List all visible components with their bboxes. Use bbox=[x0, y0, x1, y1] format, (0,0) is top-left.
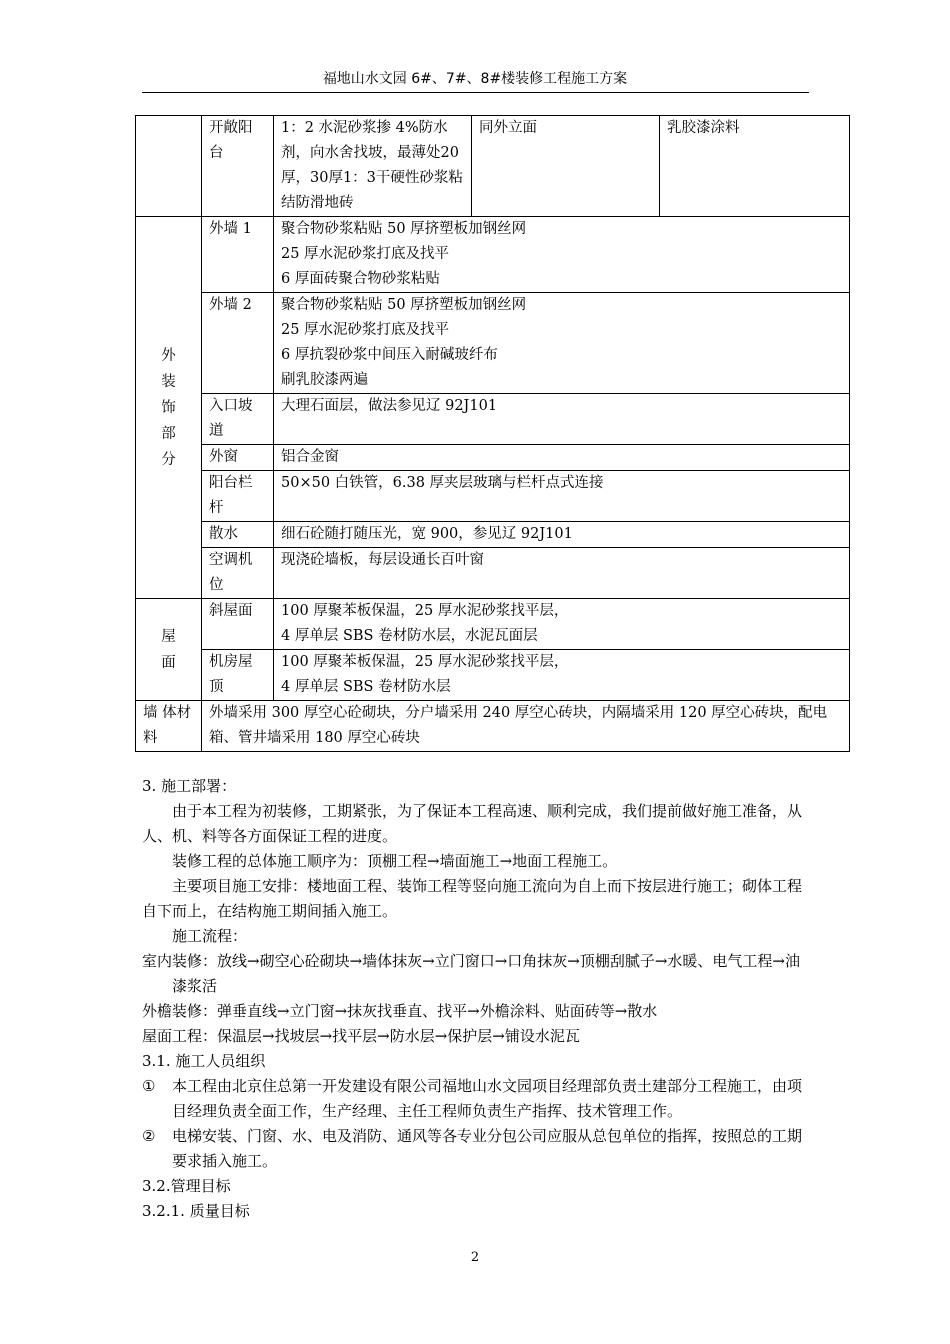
item-name: 机房屋顶 bbox=[202, 650, 274, 701]
desc-line: 100 厚聚苯板保温，25 厚水泥砂浆找平层， bbox=[281, 603, 569, 619]
section-heading: 3. 施工部署： bbox=[142, 777, 237, 795]
item-name: 斜屋面 bbox=[202, 599, 274, 650]
table-row bbox=[136, 445, 850, 471]
item-desc bbox=[274, 650, 850, 701]
table-row bbox=[136, 701, 850, 752]
item-name: 外窗 bbox=[202, 445, 274, 471]
desc-line: 4 厚单层 SBS 卷材防水层，水泥瓦面层 bbox=[281, 628, 538, 644]
item-desc: 乳胶漆涂料 bbox=[660, 116, 850, 217]
category-roof: 屋面 bbox=[136, 599, 202, 701]
item-name: 空调机位 bbox=[202, 548, 274, 599]
item-name: 散水 bbox=[202, 522, 274, 548]
paragraph: 主要项目施工安排：楼地面工程、装饰工程等竖向施工流向为自上而下按层进行施工；砌体工程自下而上，在结构施工期间插入施工。 bbox=[142, 877, 803, 920]
desc-line: 4 厚单层 SBS 卷材防水层 bbox=[281, 679, 451, 695]
list-marker: ② bbox=[142, 1127, 156, 1145]
item-desc: 现浇砼墙板，每层设通长百叶窗 bbox=[274, 548, 850, 599]
item-desc: 1：2 水泥砂浆掺 4%防水剂，向水舍找坡，最薄处20厚，30厚1：3干硬性砂浆粘结防滑地砖 bbox=[274, 116, 472, 217]
item-desc: 细石砼随打随压光，宽 900，参见辽 92J101 bbox=[274, 522, 850, 548]
category-cell bbox=[136, 116, 202, 217]
section-heading: 3.2.管理目标 bbox=[142, 1177, 231, 1195]
table-row bbox=[136, 548, 850, 599]
table-row bbox=[136, 650, 850, 701]
flow-line: 外檐装修：弹垂直线→立门窗→抹灰找垂直、找平→外檐涂料、贴面砖等→散水 bbox=[142, 1002, 658, 1020]
list-item bbox=[142, 1074, 810, 1124]
item-desc: 大理石面层，做法参见辽 92J101 bbox=[274, 394, 850, 445]
list-marker: ① bbox=[142, 1077, 156, 1095]
table-row bbox=[136, 471, 850, 522]
desc-line: 25 厚水泥砂浆打底及找平 bbox=[281, 322, 450, 338]
list-text: 本工程由北京住总第一开发建设有限公司福地山水文园项目经理部负责土建部分工程施工，由项目经理负责全面工作，生产经理、主任工程师负责生产指挥、技术管理工作。 bbox=[172, 1077, 803, 1120]
category-wall-material: 墙 体材料 bbox=[136, 701, 202, 752]
item-desc bbox=[274, 293, 850, 394]
table-row bbox=[136, 116, 850, 217]
desc-line: 6 厚抗裂砂浆中间压入耐碱玻纤布 bbox=[281, 347, 498, 363]
desc-line: 刷乳胶漆两遍 bbox=[281, 372, 368, 388]
item-name: 外墙 1 bbox=[202, 217, 274, 293]
item-desc: 外墙采用 300 厚空心砼砌块，分户墙采用 240 厚空心砖块，内隔墙采用 120 厚空心砖块，配电箱、管井墙采用 180 厚空心砖块 bbox=[202, 701, 850, 752]
page-header: 福地山水文园 6#、7#、8#楼装修工程施工方案 bbox=[322, 71, 628, 87]
paragraph: 由于本工程为初装修，工期紧张，为了保证本工程高速、顺利完成，我们提前做好施工准备，从人、机、料等各方面保证工程的进度。 bbox=[142, 802, 803, 845]
section-heading: 3.2.1. 质量目标 bbox=[142, 1202, 250, 1220]
item-desc: 铝合金窗 bbox=[274, 445, 850, 471]
page-number: 2 bbox=[470, 1250, 480, 1265]
table-row bbox=[136, 394, 850, 445]
table-row bbox=[136, 599, 850, 650]
body-text bbox=[142, 774, 810, 1224]
item-desc: 50×50 白铁管，6.38 厚夹层玻璃与栏杆点式连接 bbox=[274, 471, 850, 522]
list-item bbox=[142, 1124, 810, 1174]
table-row bbox=[136, 522, 850, 548]
item-name: 开敞阳台 bbox=[202, 116, 274, 217]
flow-line: 屋面工程：保温层→找坡层→找平层→防水层→保护层→铺设水泥瓦 bbox=[142, 1027, 580, 1045]
table-row bbox=[136, 293, 850, 394]
item-name: 阳台栏杆 bbox=[202, 471, 274, 522]
desc-line: 100 厚聚苯板保温，25 厚水泥砂浆找平层， bbox=[281, 654, 569, 670]
item-name: 外墙 2 bbox=[202, 293, 274, 394]
paragraph: 施工流程： bbox=[172, 927, 248, 945]
item-name: 入口坡道 bbox=[202, 394, 274, 445]
list-text: 电梯安装、门窗、水、电及消防、通风等各专业分包公司应服从总包单位的指挥，按照总的工期要求插入施工。 bbox=[172, 1127, 803, 1170]
desc-line: 聚合物砂浆粘贴 50 厚挤塑板加钢丝网 bbox=[281, 297, 527, 313]
desc-line: 聚合物砂浆粘贴 50 厚挤塑板加钢丝网 bbox=[281, 221, 527, 237]
item-desc bbox=[274, 217, 850, 293]
paragraph: 装修工程的总体施工顺序为：顶棚工程→墙面施工→地面工程施工。 bbox=[172, 852, 618, 870]
section-heading: 3.1. 施工人员组织 bbox=[142, 1052, 266, 1070]
item-desc: 同外立面 bbox=[472, 116, 660, 217]
desc-line: 25 厚水泥砂浆打底及找平 bbox=[281, 246, 450, 262]
desc-line: 6 厚面砖聚合物砂浆粘贴 bbox=[281, 271, 440, 287]
item-desc bbox=[274, 599, 850, 650]
spec-table bbox=[135, 115, 850, 752]
table-row bbox=[136, 217, 850, 293]
flow-line: 室内装修：放线→砌空心砼砌块→墙体抹灰→立门窗口→口角抹灰→顶棚刮腻子→水暖、电气工程→油漆浆活 bbox=[142, 952, 800, 995]
category-exterior: 外装饰部分 bbox=[136, 217, 202, 599]
header-rule bbox=[142, 92, 809, 93]
